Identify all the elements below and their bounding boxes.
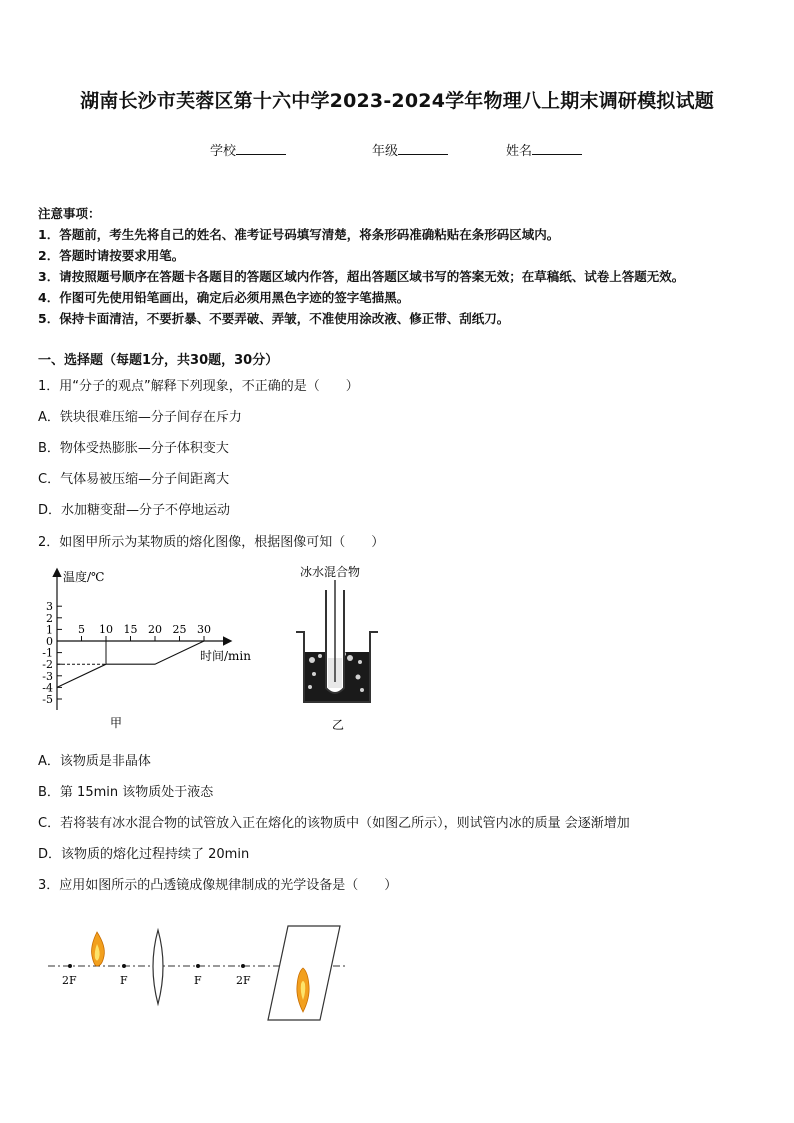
q1-stem: 1．用“分子的观点”解释下列现象，不正确的是（ ） [38, 379, 359, 394]
section-heading: 一、选择题（每题1分，共30题，30分） [38, 353, 279, 368]
y-tick-label: -5 [42, 693, 53, 706]
point-f-left [122, 964, 126, 968]
y-tick-label: 3 [46, 600, 53, 614]
school-field[interactable]: 学校 [210, 140, 286, 159]
notice-heading: 注意事项： [38, 206, 101, 221]
convex-lens [153, 930, 163, 1004]
y-tick-label: -2 [42, 658, 53, 672]
point-2f-left [68, 964, 72, 968]
page-title: 湖南长沙市芙蓉区第十六中学2023-2024学年物理八上期末调研模拟试题 [80, 90, 714, 112]
notice-item-1: 1．答题前，考生先将自己的姓名、准考证号码填写清楚，将条形码准确粘贴在条形码区域内。 [38, 227, 560, 242]
grade-field[interactable]: 年级 [372, 140, 448, 159]
grade-blank[interactable] [398, 142, 448, 155]
q1-option-c[interactable]: C．气体易被压缩—分子间距离大 [38, 472, 230, 487]
y-tick-label: 1 [46, 623, 53, 637]
x-tick-label: 5 [78, 623, 85, 636]
y-tick-label: -4 [42, 681, 53, 695]
school-blank[interactable] [236, 142, 286, 155]
notice-item-4: 4．作图可先使用铅笔画出，确定后必须用黑色字迹的签字笔描黑。 [38, 290, 410, 305]
q2-stem: 2．如图甲所示为某物质的熔化图像，根据图像可知（ ） [38, 535, 385, 550]
y-tick-label: 2 [46, 611, 53, 625]
lens-figure [40, 920, 360, 1030]
figure-caption-jia: 甲 [110, 716, 123, 730]
y-tick-label: -3 [42, 669, 53, 683]
x-tick-label: 30 [197, 623, 211, 636]
notice-item-2: 2．答题时请按要求用笔。 [38, 248, 185, 263]
notice-item-3: 3．请按照题号顺序在答题卡各题目的答题区域内作答，超出答题区域书写的答案无效；在草稿纸、试卷上答题无效。 [38, 269, 685, 284]
y-axis-label: 温度/℃ [63, 570, 105, 584]
ice-water-label: 冰水混合物 [300, 565, 361, 579]
label-f-left: F [120, 974, 128, 987]
x-tick-label: 10 [99, 623, 113, 636]
y-tick-label: 0 [46, 635, 53, 648]
q1-option-d[interactable]: D．水加糖变甜—分子不停地运动 [38, 503, 231, 518]
figure-caption-yi: 乙 [332, 718, 345, 732]
x-tick-label: 25 [172, 623, 187, 636]
point-2f-right [241, 964, 245, 968]
q1-option-b[interactable]: B．物体受热膨胀—分子体积变大 [38, 441, 229, 456]
q2-option-b[interactable]: B．第 15min 该物质处于液态 [38, 785, 214, 800]
label-2f-left: 2F [62, 974, 77, 987]
x-axis-label: 时间/min [200, 649, 251, 663]
name-blank[interactable] [532, 142, 582, 155]
beaker-figure [290, 562, 390, 734]
x-tick-label: 20 [148, 623, 162, 636]
label-2f-right: 2F [236, 974, 251, 987]
y-tick-label: -1 [42, 646, 53, 660]
point-f-right [196, 964, 200, 968]
label-f-right: F [194, 974, 202, 987]
notice-item-5: 5．保持卡面清洁，不要折暴、不要弄破、弄皱，不准使用涂改液、修正带、刮纸刀。 [38, 311, 510, 326]
q2-option-c[interactable]: C．若将装有冰水混合物的试管放入正在熔化的该物质中（如图乙所示），则试管内冰的质量 会逐渐增加 [38, 816, 630, 831]
x-tick-label: 15 [123, 623, 138, 636]
name-field[interactable]: 姓名 [506, 140, 582, 159]
q2-option-d[interactable]: D．该物质的熔化过程持续了 20min [38, 847, 250, 862]
q1-option-a[interactable]: A．铁块很难压缩—分子间存在斥力 [38, 410, 242, 425]
melting-graph [30, 562, 270, 734]
q3-stem: 3．应用如图所示的凸透镜成像规律制成的光学设备是（ ） [38, 878, 398, 893]
q2-option-a[interactable]: A．该物质是非晶体 [38, 754, 151, 769]
